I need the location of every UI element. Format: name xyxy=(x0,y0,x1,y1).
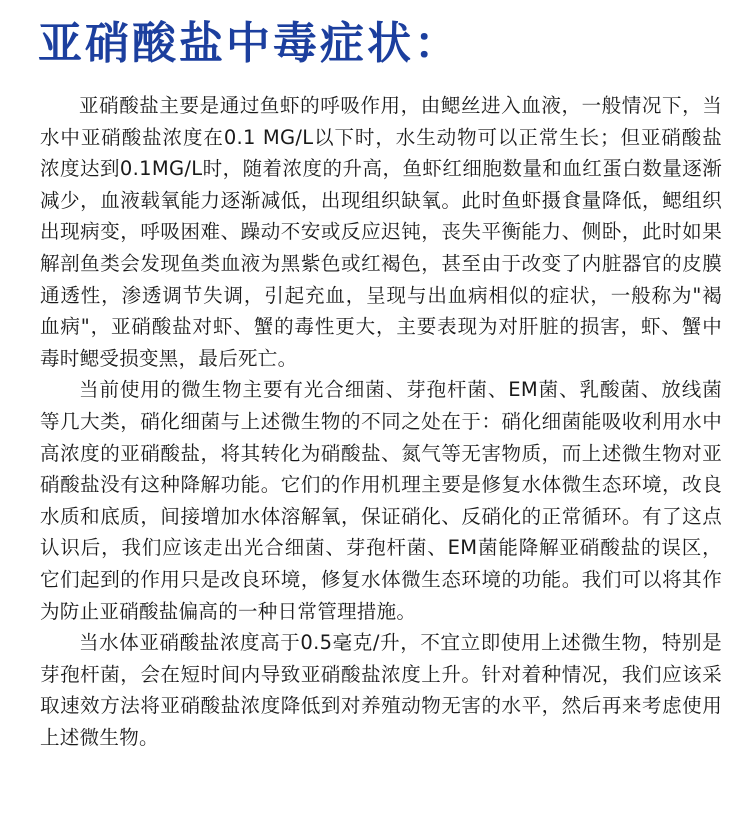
paragraph-1: 亚硝酸盐主要是通过鱼虾的呼吸作用，由鳃丝进入血液，一般情况下，当水中亚硝酸盐浓度在0.1 MG/L以下时，水生动物可以正常生长；但亚硝酸盐浓度达到0.1MG/L时，随着浓度的升高，鱼虾红细胞数量和血红蛋白数量逐渐减少，血液载氧能力逐渐减低，出现组织缺氧。此时鱼虾摄食量降低，鳃组织出现病变，呼吸困难、躁动不安或反应迟钝，丧失平衡能力、侧卧，此时如果解剖鱼类会发现鱼类血液为黑紫色或红褐色，甚至由于改变了内脏器官的皮膜通透性，渗透调节失调，引起充血，呈现与出血病相似的症状，一般称为"褐血病"，亚硝酸盐对虾、蟹的毒性更大，主要表现为对肝脏的损害，虾、蟹中毒时鳃受损变黑，最后死亡。 xyxy=(40,94,722,370)
article-body xyxy=(40,90,722,753)
page-title: 亚硝酸盐中毒症状： xyxy=(38,18,461,69)
paragraph-2: 当前使用的微生物主要有光合细菌、芽孢杆菌、EM菌、乳酸菌、放线菌等几大类，硝化细菌与上述微生物的不同之处在于：硝化细菌能吸收利用水中高浓度的亚硝酸盐，将其转化为硝酸盐、氮气等无害物质，而上述微生物对亚硝酸盐没有这种降解功能。它们的作用机理主要是修复水体微生态环境，改良水质和底质，间接增加水体溶解氧，保证硝化、反硝化的正常循环。有了这点认识后，我们应该走出光合细菌、芽孢杆菌、EM菌能降解亚硝酸盐的误区，它们起到的作用只是改良环境，修复水体微生态环境的功能。我们可以将其作为防止亚硝酸盐偏高的一种日常管理措施。 xyxy=(40,378,722,623)
paragraph-3: 当水体亚硝酸盐浓度高于0.5毫克/升，不宜立即使用上述微生物，特别是芽孢杆菌，会在短时间内导致亚硝酸盐浓度上升。针对着种情况，我们应该采取速效方法将亚硝酸盐浓度降低到对养殖动物无害的水平，然后再来考虑使用上述微生物。 xyxy=(40,631,722,749)
